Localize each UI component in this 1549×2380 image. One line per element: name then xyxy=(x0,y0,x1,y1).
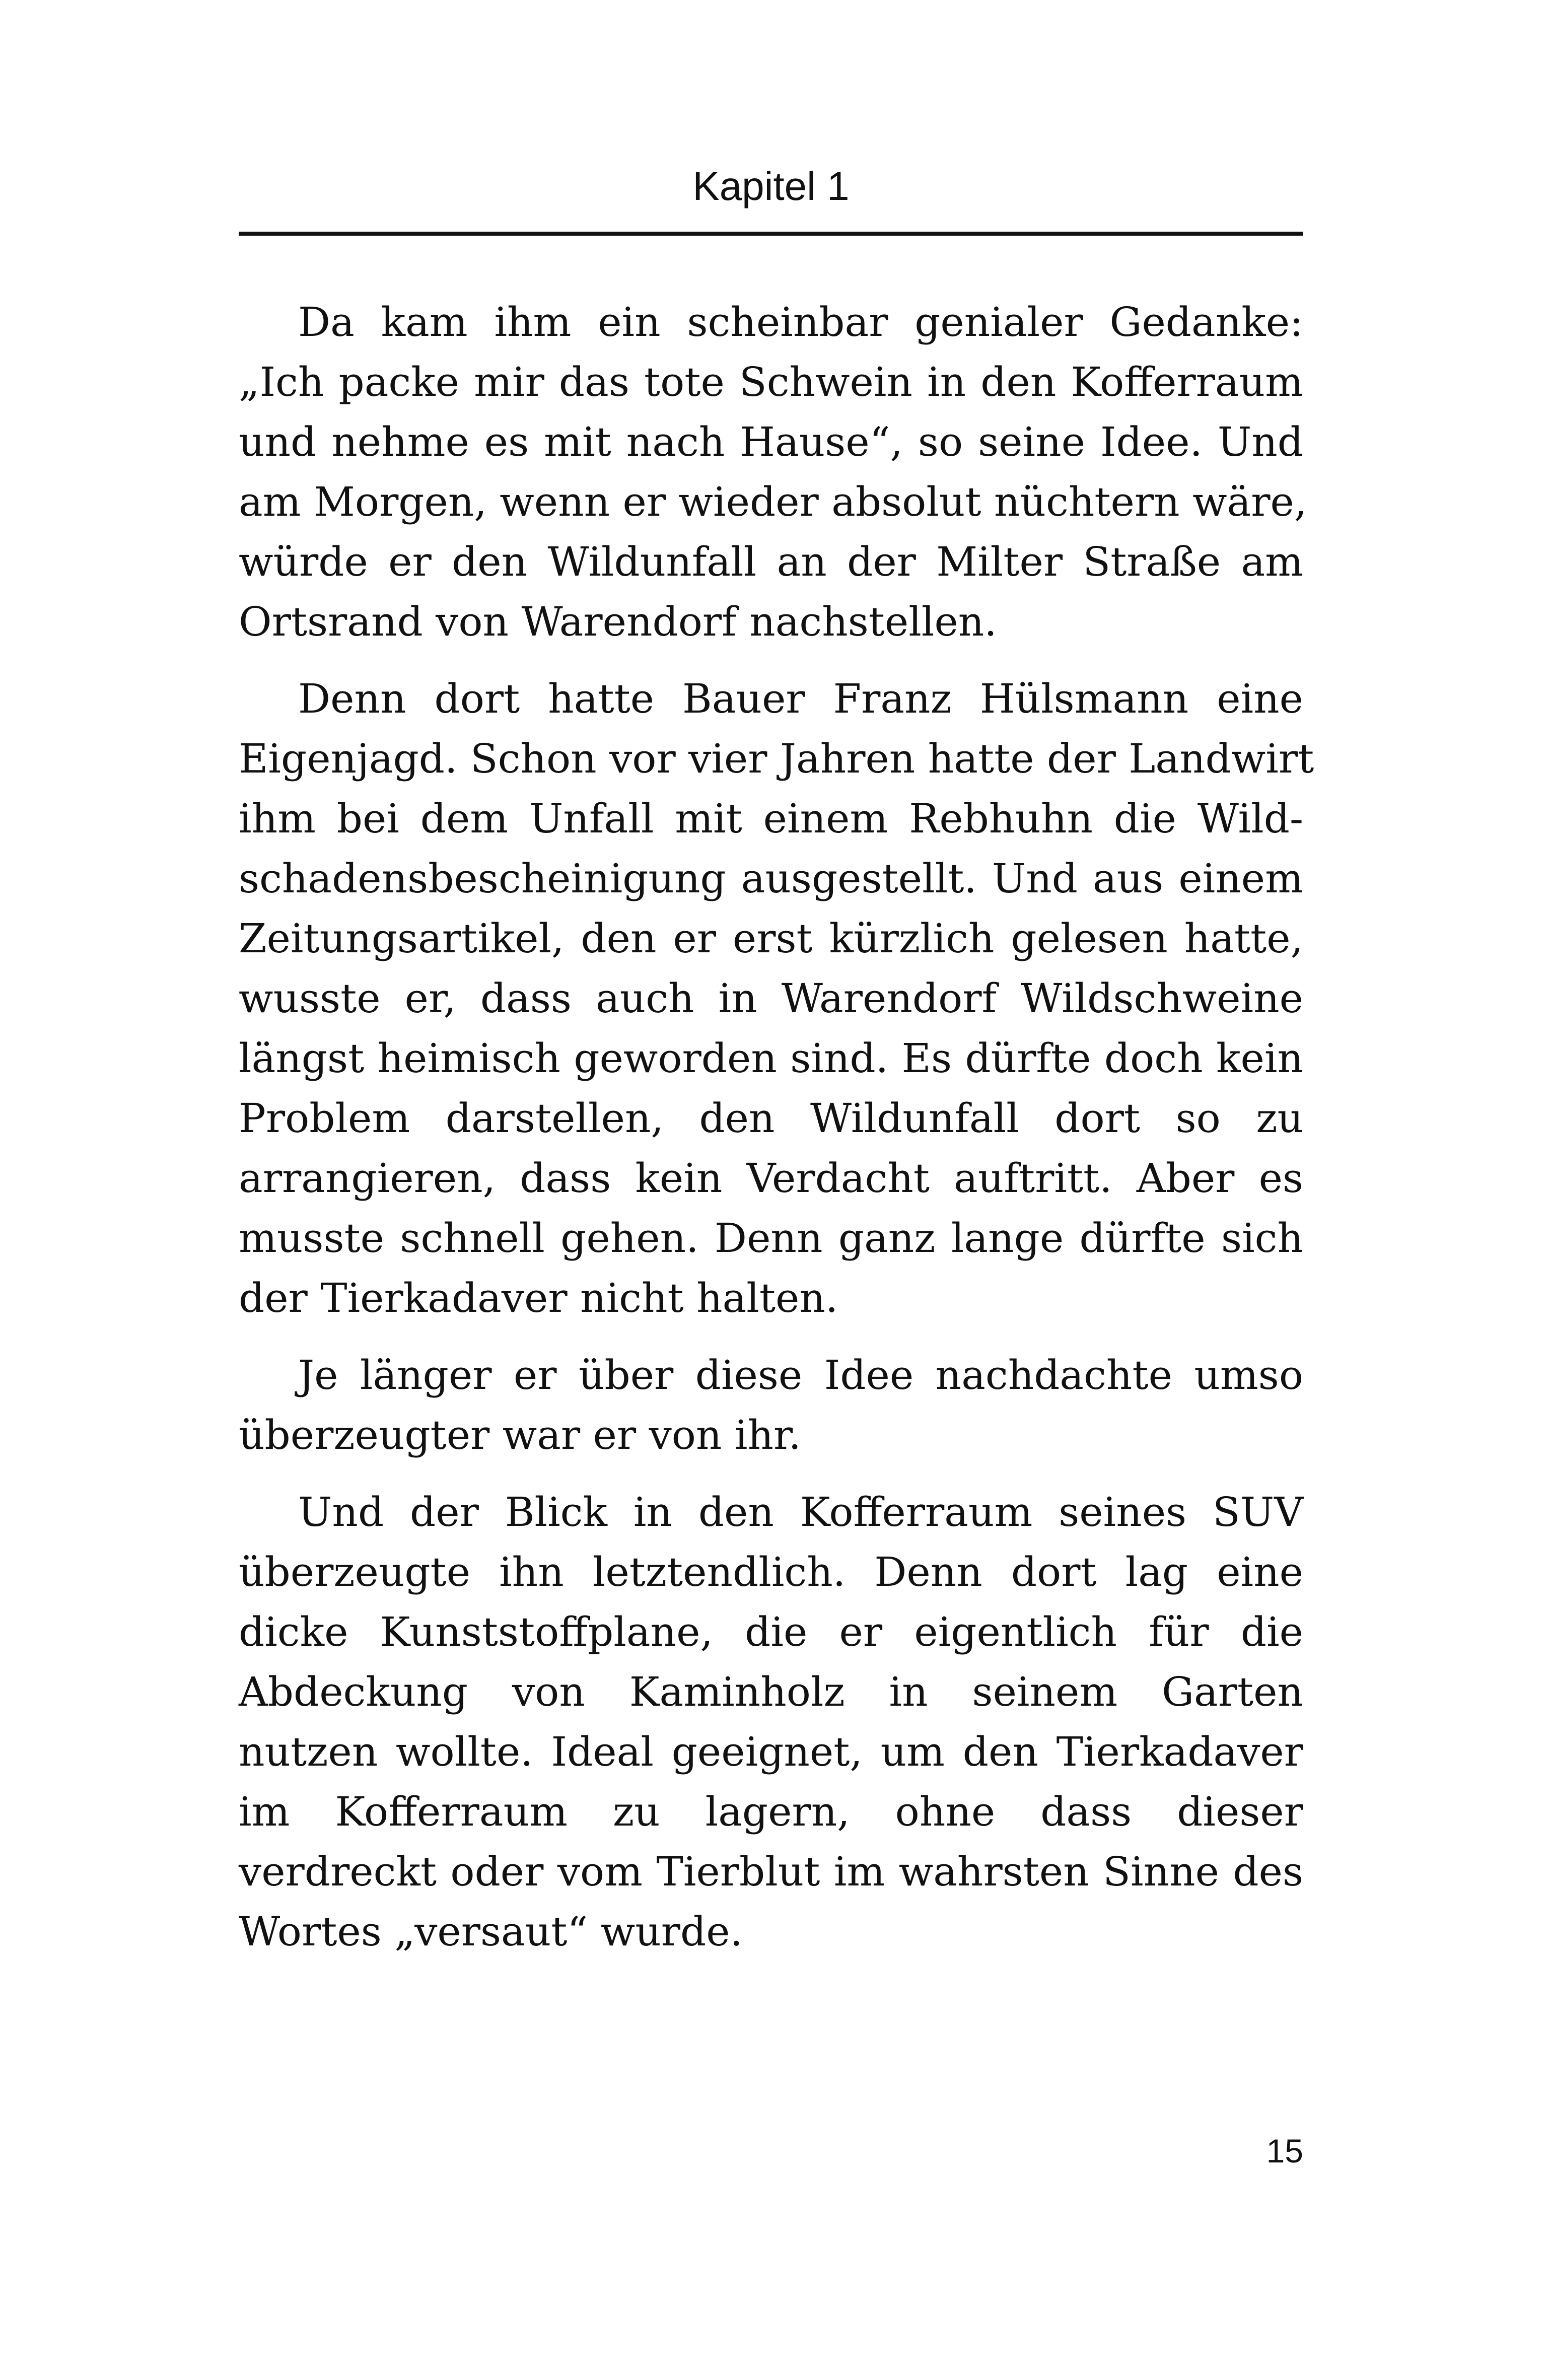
text-line: der Tierkadaver nicht halten. xyxy=(239,1275,838,1321)
paragraph-2 xyxy=(239,669,1314,1328)
text-line: Problem darstellen, den Wildunfall dort so zu xyxy=(239,1095,1303,1142)
text-line: Ortsrand von Warendorf nachstellen. xyxy=(239,598,997,645)
text-line: im Kofferraum zu lagern, ohne dass dieser xyxy=(239,1788,1303,1835)
text-line: überzeugter war er von ihr. xyxy=(239,1412,801,1458)
text-line: schadensbescheinigung ausgestellt. Und aus einem xyxy=(239,855,1303,902)
text-line: Denn dort hatte Bauer Franz Hülsmann eine xyxy=(298,675,1303,722)
text-line: wusste er, dass auch in Warendorf Wildschweine xyxy=(239,975,1303,1022)
text-line: am Morgen, wenn er wieder absolut nüchtern wäre, xyxy=(239,478,1307,525)
text-line: Da kam ihm ein scheinbar genialer Gedanke: xyxy=(298,299,1303,345)
text-line: ihm bei dem Unfall mit einem Rebhuhn die Wild- xyxy=(239,795,1303,842)
text-line: verdreckt oder vom Tierblut im wahrsten Sinne des xyxy=(239,1848,1303,1895)
paragraph-1 xyxy=(239,292,1307,652)
text-line: Und der Blick in den Kofferraum seines SUV xyxy=(298,1489,1303,1535)
text-line: Je länger er über diese Idee nachdachte umso xyxy=(298,1352,1303,1398)
header-rule xyxy=(239,232,1303,236)
text-line: überzeugte ihn letztendlich. Denn dort lag eine xyxy=(239,1549,1303,1595)
paragraph-4 xyxy=(239,1482,1303,1962)
text-line: musste schnell gehen. Denn ganz lange dürfte sich xyxy=(239,1215,1303,1262)
text-line: längst heimisch geworden sind. Es dürfte doch kein xyxy=(239,1035,1303,1082)
text-line: dicke Kunststoffplane, die er eigentlich für die xyxy=(239,1608,1303,1655)
text-line: Abdeckung von Kaminholz in seinem Garten xyxy=(239,1668,1303,1715)
text-line: Eigenjagd. Schon vor vier Jahren hatte der Landwirt xyxy=(239,735,1314,782)
chapter-header: Kapitel 1 xyxy=(692,164,850,208)
text-line: Zeitungsartikel, den er erst kürzlich gelesen hatte, xyxy=(239,915,1303,962)
text-line: arrangieren, dass kein Verdacht auftritt. Aber es xyxy=(239,1155,1303,1202)
text-line: würde er den Wildunfall an der Milter Straße am xyxy=(239,538,1303,585)
text-line: und nehme es mit nach Hause“, so seine Idee. Und xyxy=(239,418,1303,465)
text-line: „Ich packe mir das tote Schwein in den Kofferraum xyxy=(239,359,1303,405)
page-number: 15 xyxy=(1266,2132,1303,2169)
text-line: nutzen wollte. Ideal geeignet, um den Tierkadaver xyxy=(239,1728,1303,1775)
paragraph-3 xyxy=(239,1345,1303,1465)
body-text xyxy=(239,292,1314,1962)
text-line: Wortes „versaut“ wurde. xyxy=(239,1908,743,1955)
